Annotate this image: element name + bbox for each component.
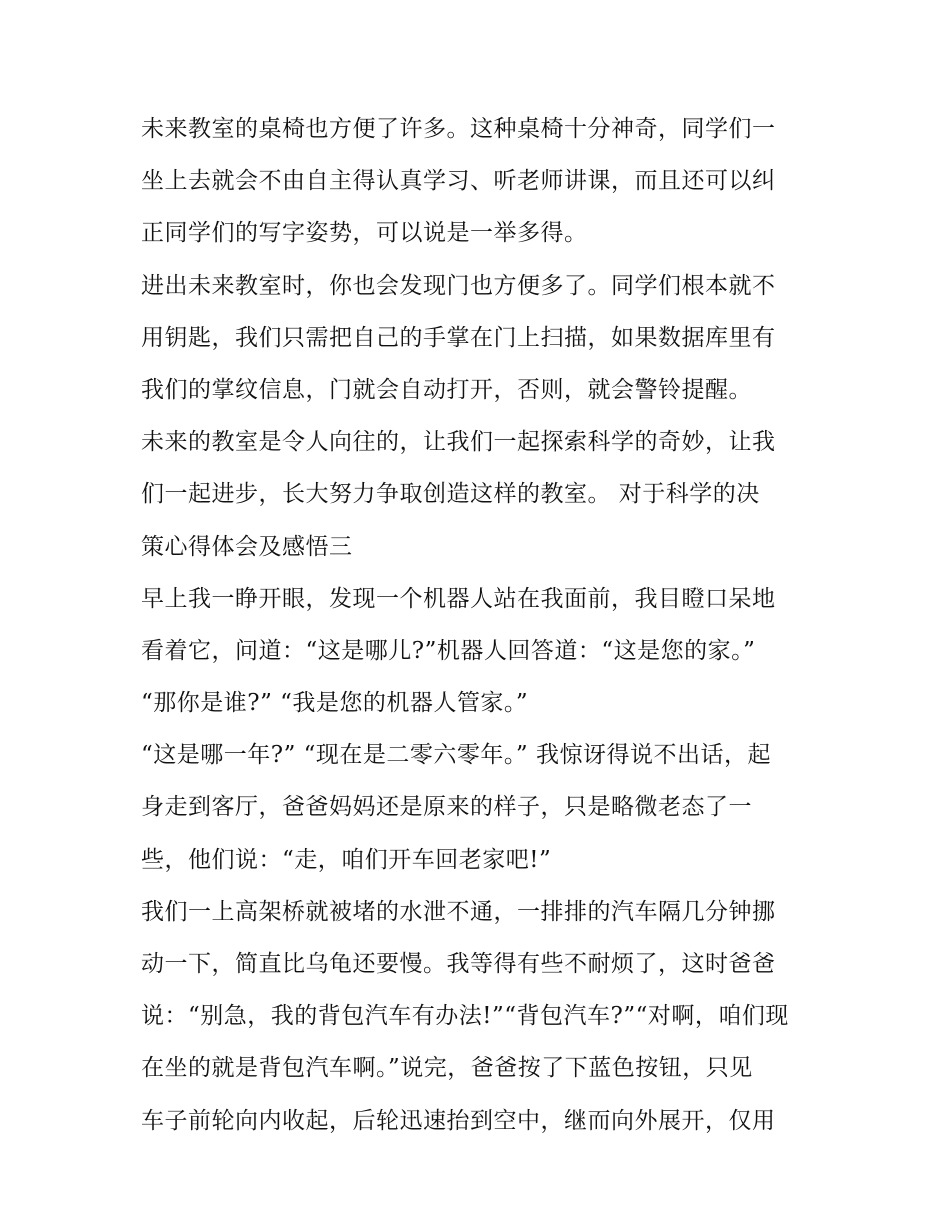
- text-line: 车子前轮向内收起，后轮迅速抬到空中，继而向外展开，仅用: [141, 1107, 776, 1134]
- text-line: 们一起进步，长大努力争取创造这样的教室。 对于科学的决: [141, 481, 760, 508]
- text-line: 早上我一睁开眼，发现一个机器人站在我面前，我目瞪口呆地: [141, 585, 776, 612]
- document-body: [141, 103, 813, 1147]
- text-line: 未来教室的桌椅也方便了许多。这种桌椅十分神奇，同学们一: [141, 116, 776, 142]
- text-line: 坐上去就会不由自主得认真学习、听老师讲课，而且还可以纠: [141, 168, 776, 195]
- text-line: 说：“别急，我的背包汽车有办法!”“背包汽车?”“对啊，咱们现: [141, 1003, 789, 1030]
- text-line: 用钥匙，我们只需把自己的手掌在门上扫描，如果数据库里有: [141, 324, 776, 351]
- text-line: 些，他们说：“走，咱们开车回老家吧!”: [141, 846, 552, 873]
- text-line: “那你是谁?” “我是您的机器人管家。”: [141, 690, 529, 717]
- text-line: “这是哪一年?” “现在是二零六零年。” 我惊讶得说不出话，起: [141, 742, 771, 769]
- text-line: 进出未来教室时，你也会发现门也方便多了。同学们根本就不: [141, 272, 776, 299]
- text-line: 正同学们的写字姿势，可以说是一举多得。: [141, 220, 588, 247]
- section-heading: 策心得体会及感悟三: [141, 533, 353, 560]
- text-line: 在坐的就是背包汽车啊。”说完，爸爸按了下蓝色按钮，只见: [141, 1055, 753, 1082]
- text-line: 动一下，简直比乌龟还要慢。我等得有些不耐烦了，这时爸爸: [141, 951, 776, 977]
- text-line: 我们一上高架桥就被堵的水泄不通，一排排的汽车隔几分钟挪: [141, 898, 776, 925]
- text-line: 我们的掌纹信息，门就会自动打开，否则，就会警铃提醒。: [141, 376, 752, 403]
- text-line: 未来的教室是令人向往的，让我们一起探索科学的奇妙，让我: [141, 429, 776, 456]
- text-line: 看着它，问道：“这是哪儿?”机器人回答道：“这是您的家。”: [141, 637, 756, 664]
- text-line: 身走到客厅，爸爸妈妈还是原来的样子，只是略微老态了一: [141, 794, 752, 821]
